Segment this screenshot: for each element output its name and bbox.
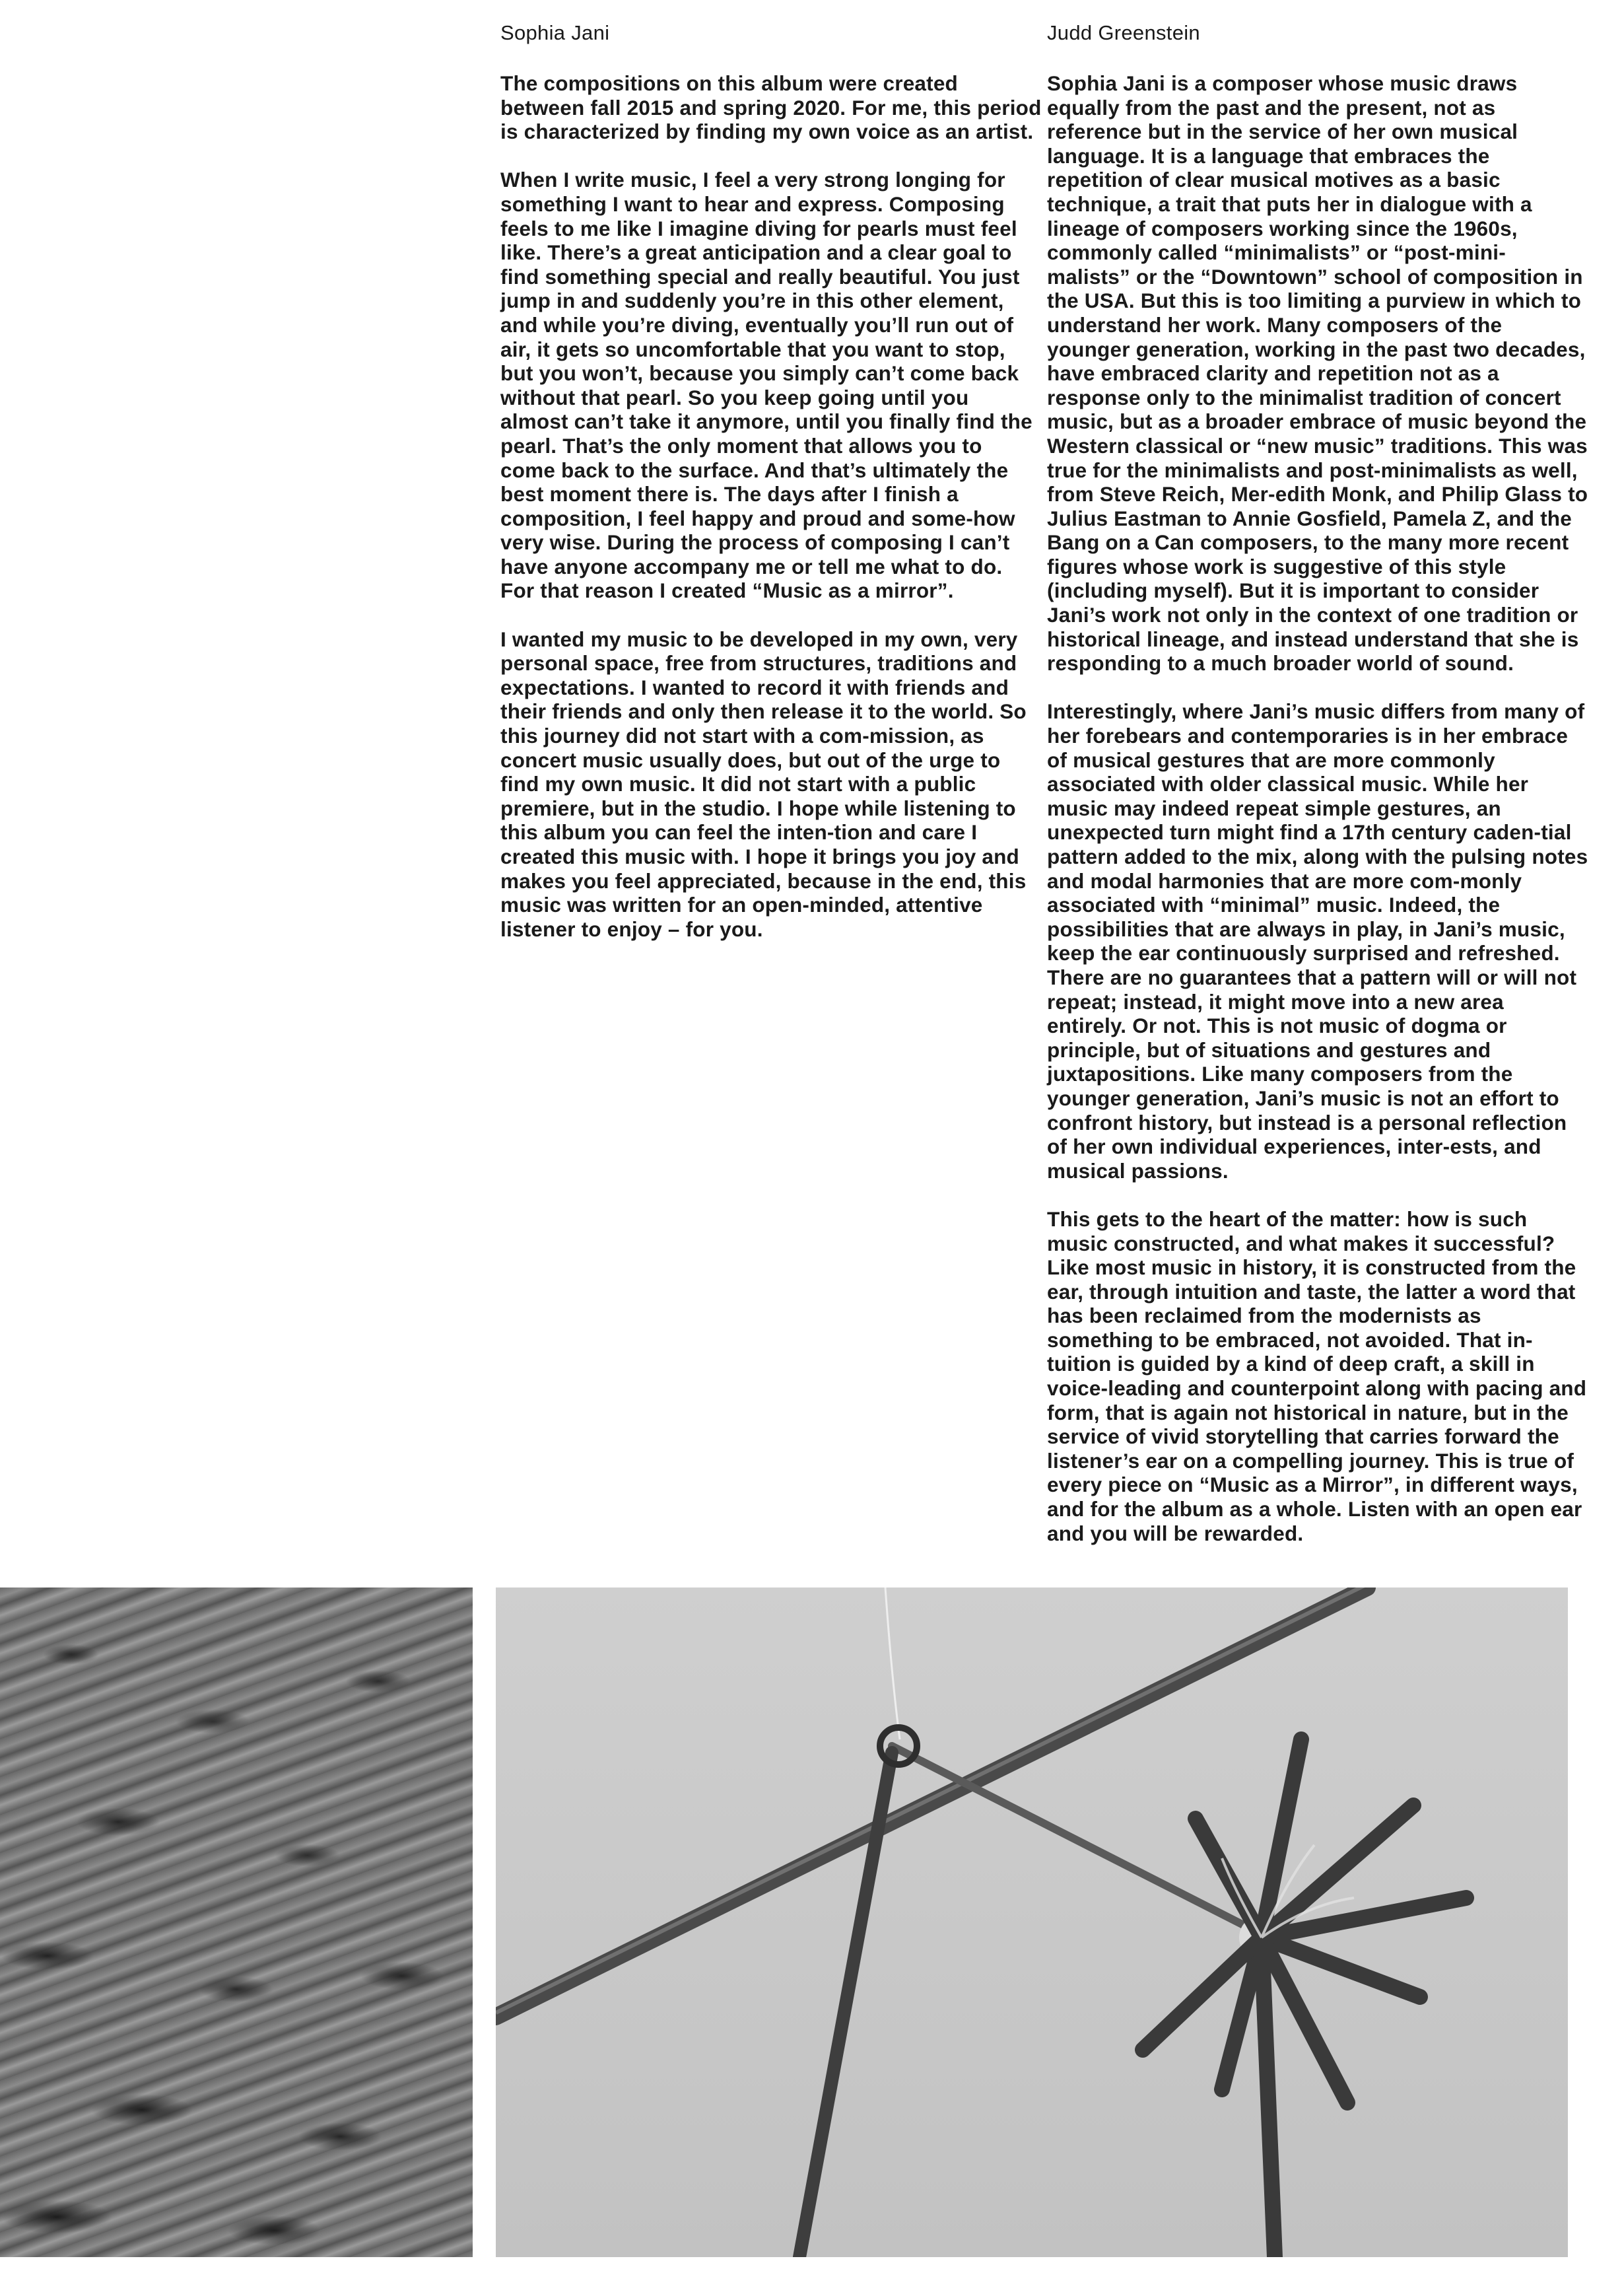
essay-paragraph: When I write music, I feel a very strong longing for something I want to hear and express. Composing feels to me like I imagine diving for pearls must feel like. There’s a great anticipation and a clear goal to find something special and really beautiful. You just jump in and suddenly you’re in this other element, and while you’re diving, eventually you’ll run out of air, it gets so uncomfortable that you want to stop, but you won’t, because you simply can’t come back without that pearl. So you keep going until you almost can’t take it anymore, until you finally find the pearl. That’s the only moment that allows you to come back to the surface. And that’s ultimately the best moment there is. The days after I finish a composition, I feel happy and proud and some-how very wise. During the process of composing I can’t have anyone accompany me or tell me what to do. For that reason I created “Music as a mirror”. — [500, 168, 1032, 603]
essay-paragraph: Sophia Jani is a composer whose music draws equally from the past and the present, not as reference but in the service of her own musical language. It is a language that embraces the repetition of clear musical motives as a basic technique, a trait that puts her in dialogue with a lineage of composers working since the 1960s, commonly called “minimalists” or “post-mini-malists” or the “Downtown” school of composition in the USA. But this is too limiting a purview in which to understand her work. Many composers of the younger generation, working in the past two decades, have embraced clarity and repetition not as a response only to the minimalist tradition of concert music, but as a broader embrace of music beyond the Western classical or “new music” traditions. This was true for the minimalists and post-minimalists as well, from Steve Reich, Mer-edith Monk, and Philip Glass to Julius Eastman to Annie Gosfield, Pamela Z, and the Bang on a Can composers, to the many more recent figures whose work is suggestive of this style (including myself). But it is important to consider Jani’s work not only in the context of one tradition or historical lineage, and instead understand that she is responding to a much broader world of sound. — [1047, 71, 1588, 676]
essay-paragraph: The compositions on this album were created between fall 2015 and spring 2020. For me, this period is characterized by finding my own voice as an artist. — [500, 71, 1042, 144]
grass-photo — [0, 1588, 473, 2257]
essay-paragraph: This gets to the heart of the matter: how is such music constructed, and what makes it successful? Like most music in history, it is constructed from the ear, through intuition and taste, the latter a word that has been reclaimed from the modernists as something to be embraced, not avoided. That in-tuition is guided by a kind of deep craft, a skill in voice-leading and counterpoint along with pacing and form, that is again not historical in nature, but in the service of vivid storytelling that carries forward the listener’s ear on a compelling journey. This is true of every piece on “Music as a Mirror”, in different ways, and for the album as a whole. Listen with an open ear and you will be rewarded. — [1047, 1206, 1587, 1545]
essay-judd-greenstein — [1047, 20, 1588, 1570]
essay-paragraph: I wanted my music to be developed in my own, very personal space, free from structures, traditions and expectations. I wanted to record it with friends and their friends and only then release it to the world. So this journey did not start with a com-mission, as concert music usually does, but out of the urge to find my own music. It did not start with a public premiere, but in the studio. I hope while listening to this album you can feel the inten-tion and care I created this music with. I hope it brings you joy and makes you feel appreciated, because in the end, this music was written for an open-minded, attentive listener to enjoy – for you. — [500, 627, 1027, 941]
reed-illustration — [496, 1588, 1568, 2257]
author-name: Judd Greenstein — [1047, 21, 1200, 44]
essay-paragraph: Interestingly, where Jani’s music differs from many of her forebears and contemporaries is in her embrace of musical gestures that are more commonly associated with older classical music. While her music may indeed repeat simple gestures, an unexpected turn might find a 17th century caden-tial pattern added to the mix, along with the pulsing notes and modal harmonies that are more com-monly associated with “minimal” music. Indeed, the possibilities that are always in play, in Jani’s music, keep the ear continuously surprised and refreshed. There are no guarantees that a pattern will or will not repeat; instead, it might move into a new area entirely. Or not. This is not music of dogma or principle, but of situations and gestures and juxtapositions. Like many composers from the younger generation, Jani’s music is not an effort to confront history, but instead is a personal reflection of her own individual experiences, inter-ests, and musical passions. — [1047, 699, 1588, 1183]
reed-photo — [496, 1588, 1568, 2257]
author-name: Sophia Jani — [500, 21, 610, 44]
essay-sophia-jani — [500, 20, 1042, 965]
